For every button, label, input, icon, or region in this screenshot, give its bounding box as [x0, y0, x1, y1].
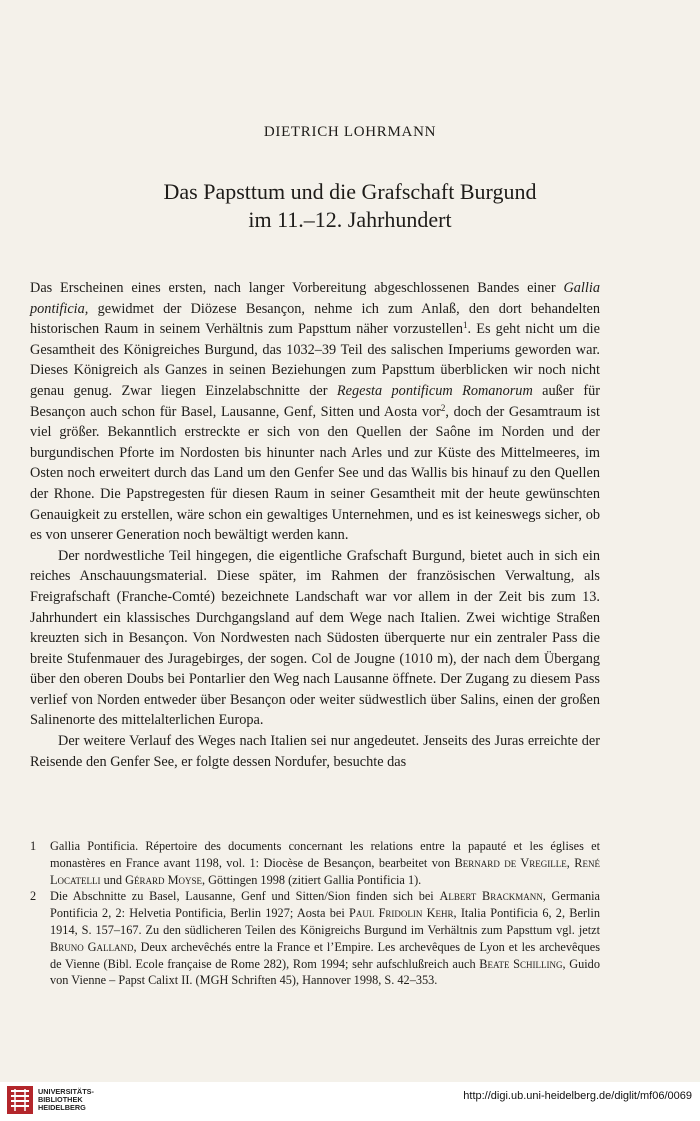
text-run: , Germania Pontificia 2, 2: Helvetia Pontificia, Berlin 1927; Aosta bei	[50, 889, 600, 921]
author-small-caps: Bruno Galland	[50, 939, 134, 954]
library-logo-link[interactable]	[6, 1085, 94, 1115]
library-name	[38, 1088, 94, 1112]
text-run: . Es geht nicht um die Gesamtheit des Königreiches Burgund, das 1032–39 Teil des salischen Imperiums geworden war. Dieses Königreich als Ganzes in seinen Beziehungen zum Papsttum überblicken wir noch nicht genau genug. Zwar liegen Einzelabschnitte der	[30, 321, 600, 399]
italic-title: Regesta pontificum Romanorum	[336, 382, 533, 399]
text-run: und	[100, 872, 126, 887]
paragraph-3: Der weitere Verlauf des Weges nach Italien sei nur angedeutet. Jenseits des Juras erreichte der Reisende den Genfer See, er folgte dessen Nordufer, besuchte das	[30, 733, 600, 770]
text-run: Die Abschnitte zu Basel, Lausanne, Genf und Sitten/Sion finden sich bei	[50, 889, 440, 904]
footnotes	[30, 838, 600, 989]
footnote-text	[50, 838, 600, 888]
footnote-ref-2: 2	[440, 402, 446, 413]
author-small-caps: Gérard Moyse	[125, 872, 203, 887]
text-run: , Italia Pontificia 6, 2, Berlin 1914, S. 157–167. Zu den südlicheren Teilen des Königreichs Burgund im Verhältnis zum Papsttum vgl. jetzt	[50, 906, 600, 937]
author-small-caps: René Locatelli	[50, 855, 600, 887]
paragraph-2: Der nordwestliche Teil hingegen, die eigentliche Grafschaft Burgund, bietet auch in sich ein reiches Anschauungsmaterial. Diese später, im Rahmen der französischen Verwaltung, als Freigrafschaft (Franche-Comté) bezeichnete Landschaft war vor allem in der Zeit bis zum 13. Jahrhundert ein klassisches Durchgangsland auf dem Wege nach Italien. Zwei wichtige Straßen kreuzten sich in Besançon. Von Nordwesten nach Südosten überquerte nur ein zentraler Pass die breite Stufenmauer des Juragebirges, der sogen. Col de Jougne (1010 m), der nach dem Übergang über den oberen Doubs bei Pontarlier den Weg nach Lausanne öffnete. Der Zugang zu diesem Pass verlief von Norden entweder über Besançon oder weiter südwestlich über Salins, einen der großen Salinenorte des mittelalterlichen Europa.	[30, 547, 600, 729]
text-run: ,	[566, 855, 575, 870]
library-seal-icon	[6, 1085, 34, 1115]
author-small-caps: Beate Schilling	[479, 956, 563, 971]
text-run: außer für Besançon auch schon für Basel, Lausanne, Genf, Sitten und Aosta vor	[30, 382, 600, 420]
text-run: gewidmet der Diözese Besançon, nehme ich zum Anlaß, den dort behandelten historischen Raum in seinem Verhältnis zum Papsttum näher vorzustellen	[30, 300, 600, 338]
footnote-2	[30, 888, 600, 989]
permalink-url[interactable]: http://digi.ub.uni-heidelberg.de/diglit/mf06/0069	[463, 1090, 692, 1102]
author-name: DIETRICH LOHRMANN	[263, 124, 437, 140]
library-name-line: UNIVERSITÄTS-	[38, 1087, 94, 1096]
paragraph-1	[30, 278, 600, 546]
text-run: , doch der Gesamtraum ist viel größer. Bekanntlich erstreckte er sich von den Quellen der Saône im Norden und der burgundischen Pforte im Nordosten bis hinunter nach Arles und zur Küste des Mittelmeeres, im Osten noch erweitert durch das Land um den Genfer See und das Wallis bis hinauf zu den Quellen der Rhone. Die Papstregesten für diesen Raum in seiner Gesamtheit mit der heute gewünschten Genauigkeit zu erstellen, wäre schon ein gewaltiges Unternehmen, und es ist keineswegs sicher, ob es von unserer Generation noch bewältigt werden kann.	[30, 403, 600, 544]
library-name-line: HEIDELBERG	[38, 1103, 86, 1112]
text-run: , Göttingen 1998 (zitiert Gallia Pontificia 1).	[202, 872, 422, 887]
footnote-ref-1: 1	[463, 320, 468, 331]
author-small-caps: Paul Fridolin Kehr	[349, 906, 454, 921]
text-run: , Deux archevêchés entre la France et l’Empire. Les archevêques de Lyon et les archevêques de Vienne (Bibl. Ecole française de Rome 282), Rom 1994; sehr aufschlußreich auch	[50, 939, 600, 971]
footnote-number: 1	[30, 839, 37, 853]
author-small-caps: Bernard de Vregille	[454, 855, 567, 870]
footnote-text	[50, 888, 600, 989]
text-run: , Guido von Vienne – Papst Calixt II. (MGH Schriften 45), Hannover 1998, S. 42–353.	[50, 956, 600, 988]
footnote-1	[30, 838, 600, 888]
text-run: Das Erscheinen eines ersten, nach langer Vorbereitung abgeschlossenen Bandes einer	[30, 280, 564, 296]
footnote-number: 2	[30, 889, 37, 904]
author-small-caps: Albert Brackmann	[439, 889, 543, 904]
bleed-through-texture	[110, 40, 630, 61]
text-run: Gallia Pontificia. Répertoire des documents concernant les relations entre la papauté et les églises et monastères en France avant 1198, vol. 1: Diocèse de Besançon, bearbeitet von	[50, 839, 600, 870]
italic-title: Gallia pontificia,	[30, 280, 600, 317]
title-line-2: im 11.–12. Jahrhundert	[248, 207, 452, 232]
title-line-1: Das Papsttum und die Grafschaft Burgund	[163, 179, 537, 204]
article-title	[0, 178, 700, 234]
body-text	[30, 278, 600, 772]
library-name-line: BIBLIOTHEK	[38, 1095, 83, 1104]
